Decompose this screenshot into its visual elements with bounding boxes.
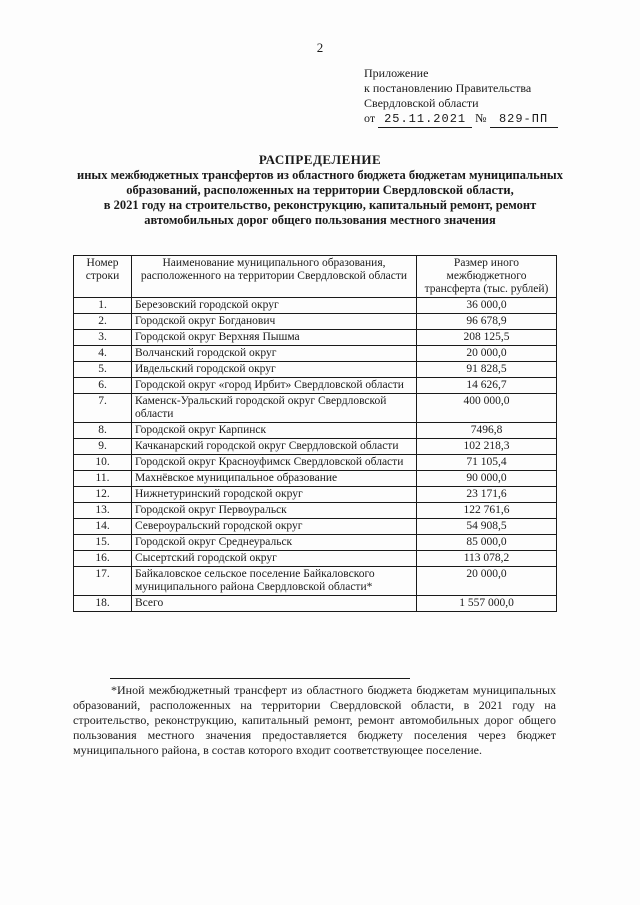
row-name: Березовский городской округ [132,298,417,314]
row-amount: 14 626,7 [417,378,557,394]
table-row [74,567,557,596]
title-line-1: иных межбюджетных трансфертов из областного бюджета бюджетам муниципальных [77,168,563,182]
row-number: 15. [74,535,132,551]
table-row [74,551,557,567]
row-amount: 208 125,5 [417,330,557,346]
row-number: 18. [74,596,132,612]
row-name: Городской округ Первоуральск [132,503,417,519]
table-row [74,471,557,487]
row-name: Городской округ Красноуфимск Свердловской области [132,455,417,471]
row-amount: 96 678,9 [417,314,557,330]
from-label: от [364,111,376,125]
row-name: Городской округ «город Ирбит» Свердловской области [132,378,417,394]
appendix-line-3: Свердловской области [364,96,479,110]
row-number: 6. [74,378,132,394]
row-name: Городской округ Верхняя Пышма [132,330,417,346]
header-num: Номер строки [74,256,132,298]
table-row [74,596,557,612]
row-amount: 122 761,6 [417,503,557,519]
table-header-row [74,256,557,298]
table-row [74,439,557,455]
row-amount: 85 000,0 [417,535,557,551]
footnote [73,683,556,758]
title-line-4: автомобильных дорог общего пользования местного значения [144,213,496,227]
row-name: Североуральский городской округ [132,519,417,535]
distribution-table [73,255,557,612]
row-amount: 20 000,0 [417,346,557,362]
row-name: Волчанский городской округ [132,346,417,362]
row-number: 5. [74,362,132,378]
appendix-block [364,66,558,128]
row-amount: 400 000,0 [417,394,557,423]
number-label: № [475,111,487,125]
table-row [74,394,557,423]
row-number: 8. [74,423,132,439]
row-number: 1. [74,298,132,314]
table-row [74,378,557,394]
page-number: 2 [316,40,324,55]
table-row [74,423,557,439]
table-row [74,455,557,471]
title-line-3: в 2021 году на строительство, реконструкцию, капитальный ремонт, ремонт [103,198,537,212]
footnote-text: *Иной межбюджетный трансферт из областного бюджета бюджетам муниципальных образований, расположенных на территории Свердловской области, в 2021 году на строительство, реконструкцию, капитальный ремонт, ремонт автомобильных дорог общего пользования местного значения предоставляется бюджету поселения через бюджет муниципального района, в состав которого входит соответствующее поселение. [73,683,556,757]
appendix-line-2: к постановлению Правительства [364,81,532,95]
table-row [74,503,557,519]
table-row [74,362,557,378]
row-name: Всего [132,596,417,612]
row-number: 17. [74,567,132,596]
row-amount: 54 908,5 [417,519,557,535]
table-row [74,330,557,346]
row-amount: 36 000,0 [417,298,557,314]
row-amount: 1 557 000,0 [417,596,557,612]
table-row [74,535,557,551]
row-number: 11. [74,471,132,487]
row-amount: 113 078,2 [417,551,557,567]
row-amount: 91 828,5 [417,362,557,378]
row-name: Городской округ Среднеуральск [132,535,417,551]
row-number: 10. [74,455,132,471]
footnote-divider [110,678,410,679]
title-line-2: образований, расположенных на территории Свердловской области, [126,183,514,197]
row-name: Махнёвское муниципальное образование [132,471,417,487]
row-name: Нижнетуринский городской округ [132,487,417,503]
header-amount: Размер иного межбюджетного трансферта (тыс. рублей) [417,256,557,298]
row-amount: 23 171,6 [417,487,557,503]
document-title [60,152,580,228]
row-number: 14. [74,519,132,535]
decree-date: 25.11.2021 [378,112,472,128]
row-name: Байкаловское сельское поселение Байкаловского муниципального района Свердловской области* [132,567,417,596]
row-amount: 20 000,0 [417,567,557,596]
decree-number: 829-ПП [490,112,558,128]
appendix-date-line [364,111,558,128]
table-row [74,314,557,330]
row-name: Городской округ Карпинск [132,423,417,439]
row-number: 4. [74,346,132,362]
row-name: Городской округ Богданович [132,314,417,330]
table-row [74,519,557,535]
table-row [74,487,557,503]
row-amount: 102 218,3 [417,439,557,455]
row-name: Качканарский городской округ Свердловской области [132,439,417,455]
row-number: 9. [74,439,132,455]
row-number: 12. [74,487,132,503]
row-amount: 7496,8 [417,423,557,439]
table-row [74,346,557,362]
row-number: 2. [74,314,132,330]
row-name: Сысертский городской округ [132,551,417,567]
row-name: Каменск-Уральский городской округ Свердловской области [132,394,417,423]
row-number: 13. [74,503,132,519]
row-name: Ивдельский городской округ [132,362,417,378]
row-amount: 71 105,4 [417,455,557,471]
title-heading: РАСПРЕДЕЛЕНИЕ [258,152,382,167]
appendix-line-1: Приложение [364,66,429,80]
row-number: 7. [74,394,132,423]
header-name: Наименование муниципального образования, расположенного на территории Свердловской области [132,256,417,298]
table-row [74,298,557,314]
row-number: 3. [74,330,132,346]
row-amount: 90 000,0 [417,471,557,487]
row-number: 16. [74,551,132,567]
